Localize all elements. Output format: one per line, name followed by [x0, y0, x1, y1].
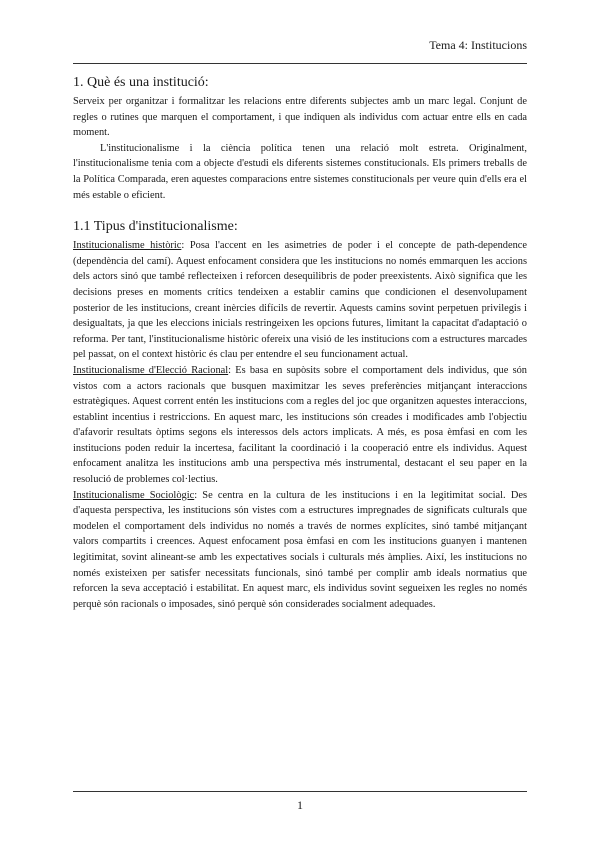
- type-paragraph-historic: [73, 238, 527, 363]
- term-rational-choice: Institucionalisme d'Elecció Racional: [73, 364, 229, 376]
- definition-paragraph: Serveix per organitzar i formalitzar les relacions entre diferents subjectes amb un marc legal. Conjunt de regles o rutines que marquen el comportament, i que indiquen als individus com actuar entre ells en cada moment.: [73, 96, 527, 139]
- type-description: : Se centra en la cultura de les institucions i en la legitimitat social. Des d'aquesta perspectiva, les institucions són vistes com a estructures impregnades de significats culturals que modelen el comportament dels individus no només a través de normes explícites, sinó també mitjançant valors compartits i creences. Aquest enfocament posa èmfasi en com les institucions guanyen i mantenen legitimitat, sovint alineant-se amb les expectatives socials i culturals més àmplies. Així, les institucions no només existeixen per satisfer necessitats funcionals, sinó també per complir amb ideals normatius que reforcen la seva acceptació i estabilitat. En aquest marc, els individus sovint segueixen les regles no només perquè són racionals o imposades, sinó perquè són considerades socialment adequades.: [73, 489, 527, 610]
- type-paragraph-rational-choice: [73, 363, 527, 488]
- term-sociological: Institucionalisme Sociològic: [73, 489, 195, 501]
- type-paragraph-sociological: [73, 488, 527, 613]
- context-paragraph: L'institucionalisme i la ciència política tenen una relació molt estreta. Originalment, l'institucionalisme tenia com a objecte d'estudi els diferents sistemes constitucionals. Els primers treballs de la Política Comparada, eren aquestes comparacions entre sistemes constitucionals per veure quin d'ells era el més estable o eficient.: [73, 142, 527, 201]
- term-historic: Institucionalisme històric: [73, 240, 182, 252]
- type-description: : Posa l'accent en les asimetries de poder i el concepte de path-dependence (dependència del camí). Aquest enfocament considera que les institucions no només emmarquen les accions dels actors sinó que també reflecteixen i reforcen desequilibris de poder preexistents. Això significa que les decisions preses en moments crítics tendeixen a establir camins que condicionen el desenvolupament posterior de les institucions, creant inèrcies difícils de revertir. Aquests camins sovint perpetuen privilegis i desigualtats, ja que les eleccions inicials restringeixen les opcions futures, limitant la capacitat d'adaptació o reforma. Per tant, l'institucionalisme històric ofereix una visió de les institucions com a estructures marcades pel passat, on el context històric és clau per entendre el seu funcionament actual.: [73, 240, 527, 361]
- running-header: Tema 4: Institucions: [429, 38, 527, 52]
- header-rule: [73, 63, 527, 64]
- section-heading: 1. Què és una institució:: [73, 75, 209, 90]
- subsection-heading: 1.1 Tipus d'institucionalisme:: [73, 219, 238, 235]
- page-body: [73, 74, 527, 612]
- type-description: : Es basa en supòsits sobre el comportament dels individus, que són vistos com a actors racionals que busquen maximitzar les seves preferències mitjançant interaccions estratègiques. Aquest corrent entén les institucions com a regles del joc que organitzen aquestes interaccions, establint incentius i restriccions. En aquest marc, les institucions són creades i modificades amb l'objectiu d'afavorir resultats òptims segons els interessos dels actors implicats. A més, es posa èmfasi en com les institucions poden reduir la incertesa, facilitant la coordinació i la cooperació entre els individus. Aquest enfocament analitza les institucions amb una perspectiva més instrumental, destacant el seu paper en la resolució de problemes col·lectius.: [73, 364, 527, 486]
- page-number: 1: [297, 798, 303, 812]
- footer-rule: [73, 791, 527, 792]
